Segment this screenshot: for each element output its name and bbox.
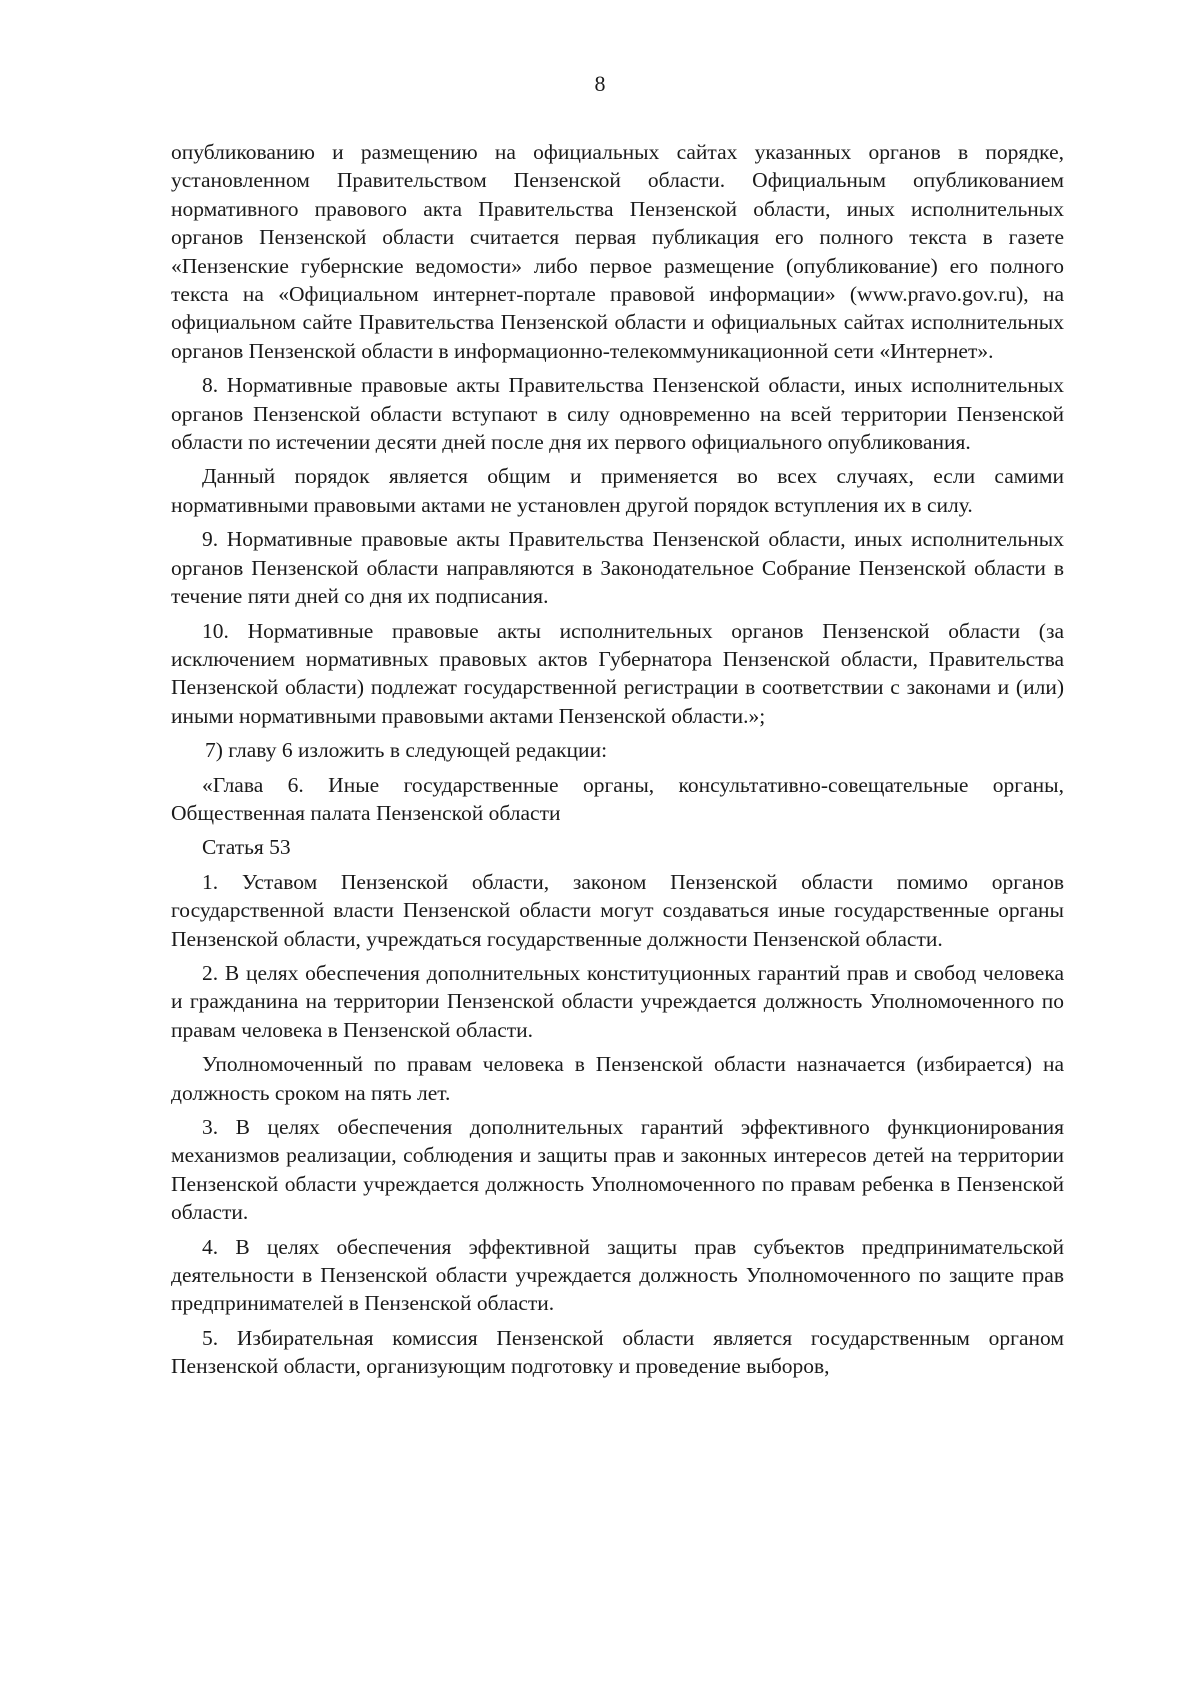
document-body xyxy=(171,138,1064,1387)
paragraph-continuation: опубликованию и размещению на официальных сайтах указанных органов в порядке, установленном Правительством Пензенской области. Официальным опубликованием нормативного правового акта Правительства Пензенской области, иных исполнительных органов Пензенской области считается первая публикация его полного текста в газете «Пензенские губернские ведомости» либо первое размещение (опубликование) его полного текста на «Официальном интернет-портале правовой информации» (www.pravo.gov.ru), на официальном сайте Правительства Пензенской области и официальных сайтах исполнительных органов Пензенской области в информационно-телекоммуникационной сети «Интернет». xyxy=(171,140,1064,363)
paragraph-article-53-item-1: 1. Уставом Пензенской области, законом Пензенской области помимо органов государственной власти Пензенской области могут создаваться иные государственные органы Пензенской области, учреждаться государственные должности Пензенской области. xyxy=(171,869,1064,951)
paragraph-item-10: 10. Нормативные правовые акты исполнительных органов Пензенской области (за исключением нормативных правовых актов Губернатора Пензенской области, Правительства Пензенской области) подлежат государственной регистрации в соответствии с законами и (или) иными нормативными правовыми актами Пензенской области.»; xyxy=(171,618,1064,728)
paragraph-article-53-item-4: 4. В целях обеспечения эффективной защиты прав субъектов предпринимательской деятельности в Пензенской области учреждается должность Уполномоченного по защите прав предпринимателей в Пензенской области. xyxy=(171,1234,1064,1316)
paragraph-ombudsman-term: Уполномоченный по правам человека в Пензенской области назначается (избирается) на должность сроком на пять лет. xyxy=(171,1052,1064,1105)
paragraph-item-9: 9. Нормативные правовые акты Правительства Пензенской области, иных исполнительных органов Пензенской области направляются в Законодательное Собрание Пензенской области в течение пяти дней со дня их подписания. xyxy=(171,527,1064,609)
paragraph-general-order: Данный порядок является общим и применяется во всех случаях, если самими нормативными правовыми актами не установлен другой порядок вступления их в силу. xyxy=(171,464,1064,517)
page-number: 8 xyxy=(594,71,606,96)
paragraph-item-8: 8. Нормативные правовые акты Правительства Пензенской области, иных исполнительных органов Пензенской области вступают в силу одновременно на всей территории Пензенской области по истечении десяти дней после дня их первого официального опубликования. xyxy=(171,373,1064,455)
paragraph-amendment-7: 7) главу 6 изложить в следующей редакции: xyxy=(205,738,608,763)
chapter-heading: «Глава 6. Иные государственные органы, консультативно-совещательные органы, Общественная палата Пензенской области xyxy=(171,772,1064,825)
paragraph-article-53-item-3: 3. В целях обеспечения дополнительных гарантий эффективного функционирования механизмов реализации, соблюдения и защиты прав и законных интересов детей на территории Пензенской области учреждается должность Уполномоченного по правам ребенка в Пензенской области. xyxy=(171,1115,1064,1225)
article-heading: Статья 53 xyxy=(202,835,291,860)
paragraph-article-53-item-5: 5. Избирательная комиссия Пензенской области является государственным органом Пензенской области, организующим подготовку и проведение выборов, xyxy=(171,1325,1064,1379)
paragraph-article-53-item-2: 2. В целях обеспечения дополнительных конституционных гарантий прав и свобод человека и гражданина на территории Пензенской области учреждается должность Уполномоченного по правам человека в Пензенской области. xyxy=(171,960,1064,1042)
